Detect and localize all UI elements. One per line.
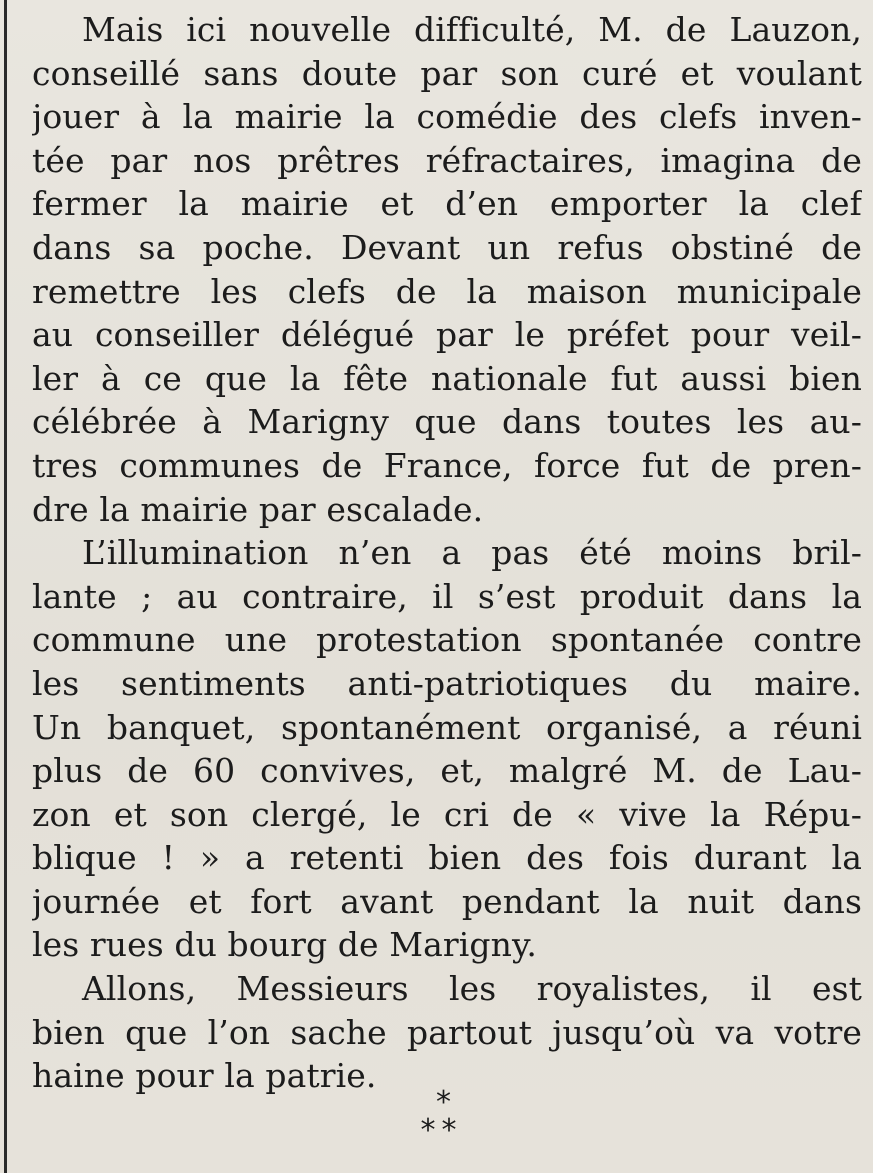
paragraph-line: jouer à la mairie la comédie des clefs inven- <box>32 97 862 137</box>
asterism-separator <box>0 1085 873 1148</box>
paragraph-line: Un banquet, spontanément organisé, a réuni <box>32 707 862 747</box>
paragraph-3 <box>32 967 862 1098</box>
paragraph-line: les sentiments anti-patriotiques du maire. <box>32 663 862 703</box>
paragraph-line: dre la mairie par escalade. <box>32 489 484 529</box>
paragraph-line: les rues du bourg de Marigny. <box>32 925 537 965</box>
paragraph-line: bien que l’on sache partout jusqu’où va votre <box>32 1012 862 1052</box>
paragraph-line: au conseiller délégué par le préfet pour veil- <box>32 315 862 355</box>
paragraph-line: commune une protestation spontanée contre <box>32 620 862 660</box>
paragraph-2 <box>32 531 862 967</box>
paragraph-line: haine pour la patrie. <box>32 1056 377 1096</box>
column-rule <box>4 0 7 1173</box>
paragraph-line: fermer la mairie et d’en emporter la clef <box>32 184 862 224</box>
paragraph-line: célébrée à Marigny que dans toutes les au- <box>32 402 862 442</box>
paragraph-line: ler à ce que la fête nationale fut aussi bien <box>32 358 862 398</box>
article-column <box>32 8 862 1098</box>
paragraph-line: L’illumination n’en a pas été moins bril- <box>82 533 862 573</box>
paragraph-line: journée et fort avant pendant la nuit dans <box>32 881 862 921</box>
paragraph-line: blique ! » a retenti bien des fois durant la <box>32 838 862 878</box>
paragraph-line: dans sa poche. Devant un refus obstiné de <box>32 227 862 267</box>
paragraph-line: zon et son clergé, le cri de « vive la Répu- <box>32 794 862 834</box>
paragraph-line: tée par nos prêtres réfractaires, imagina de <box>32 140 862 180</box>
paragraph-line: conseillé sans doute par son curé et voulant <box>32 53 862 93</box>
asterism-top: * <box>436 1085 451 1120</box>
paragraph-1 <box>32 8 862 531</box>
paragraph-line: remettre les clefs de la maison municipale <box>32 271 862 311</box>
paragraph-line: Allons, Messieurs les royalistes, il est <box>82 969 862 1009</box>
paragraph-line: plus de 60 convives, et, malgré M. de Lau- <box>32 751 862 791</box>
paragraph-line: Mais ici nouvelle difficulté, M. de Lauzon, <box>82 10 862 49</box>
paragraph-line: tres communes de France, force fut de pren- <box>32 445 862 485</box>
asterism-bottom: ** <box>420 1113 463 1148</box>
paragraph-line: lante ; au contraire, il s’est produit dans la <box>32 576 862 616</box>
